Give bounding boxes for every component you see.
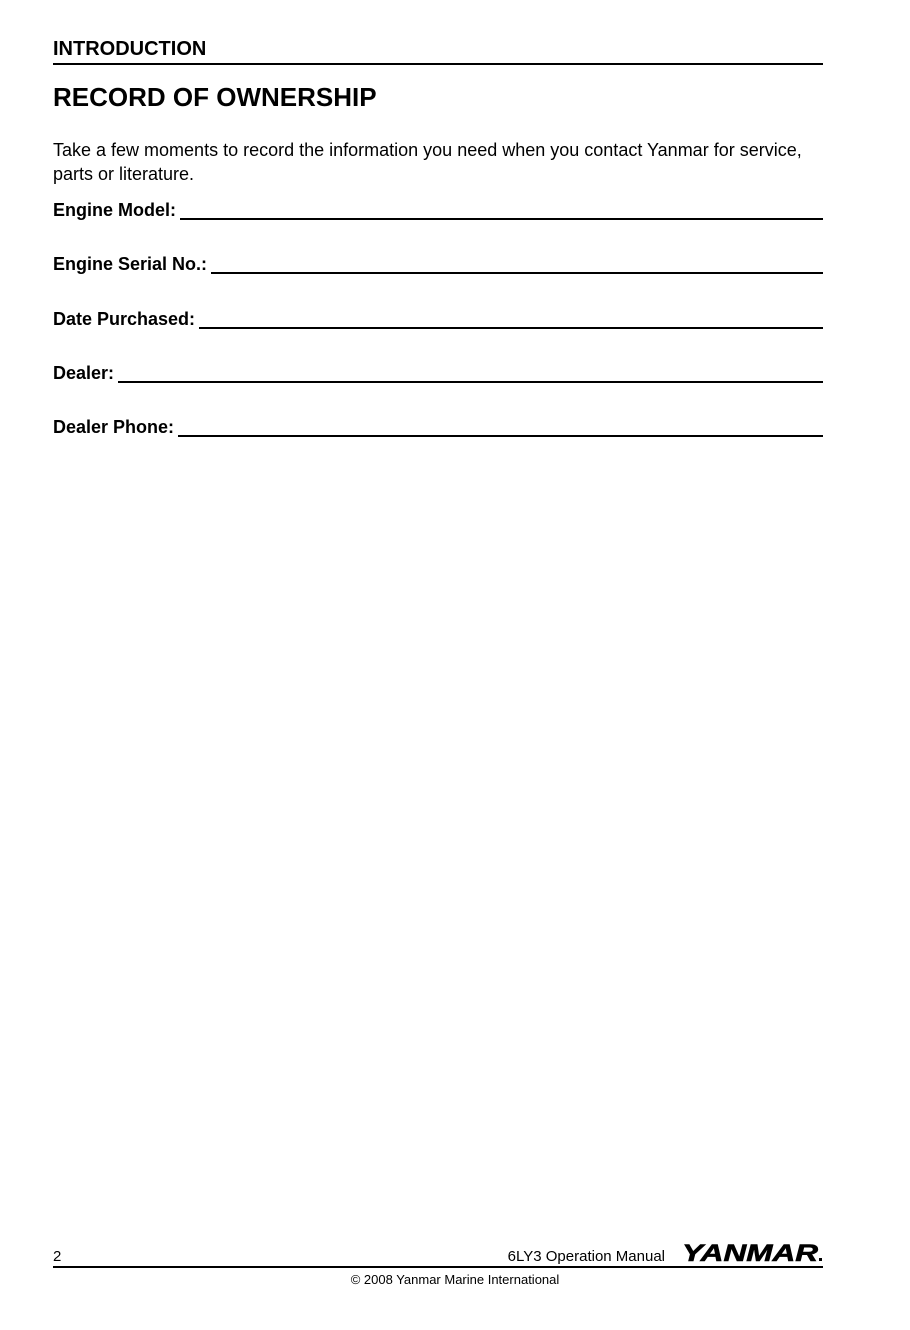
field-label: Dealer Phone: (53, 417, 175, 437)
field-label: Date Purchased: (53, 309, 196, 329)
page-number: 2 (53, 1248, 62, 1265)
field-label: Engine Model: (53, 200, 176, 220)
copyright-notice: © 2008 Yanmar Marine International (350, 1272, 560, 1287)
intro-paragraph: Take a few moments to record the information you need when you contact Yanmar for service, parts or literature. (53, 140, 802, 184)
dealer-phone-field (53, 413, 823, 437)
dealer-field (53, 359, 823, 383)
svg-text:YANMAR: YANMAR (682, 1240, 819, 1264)
fill-in-line (118, 361, 823, 383)
manual-title: 6LY3 Operation Manual (507, 1248, 665, 1265)
footer-rule (53, 1266, 823, 1268)
section-title: INTRODUCTION (53, 38, 207, 60)
fill-in-line (199, 307, 823, 329)
engine-model-field (53, 196, 823, 220)
field-label: Engine Serial No.: (53, 254, 208, 274)
field-label: Dealer: (53, 363, 115, 383)
fill-in-line (178, 415, 823, 437)
yanmar-logo-icon (682, 1240, 824, 1264)
engine-serial-field (53, 250, 823, 274)
date-purchased-field (53, 305, 823, 329)
fill-in-line (211, 252, 823, 274)
page-title: RECORD OF OWNERSHIP (53, 82, 377, 112)
fill-in-line (180, 198, 823, 220)
section-header (53, 36, 823, 65)
